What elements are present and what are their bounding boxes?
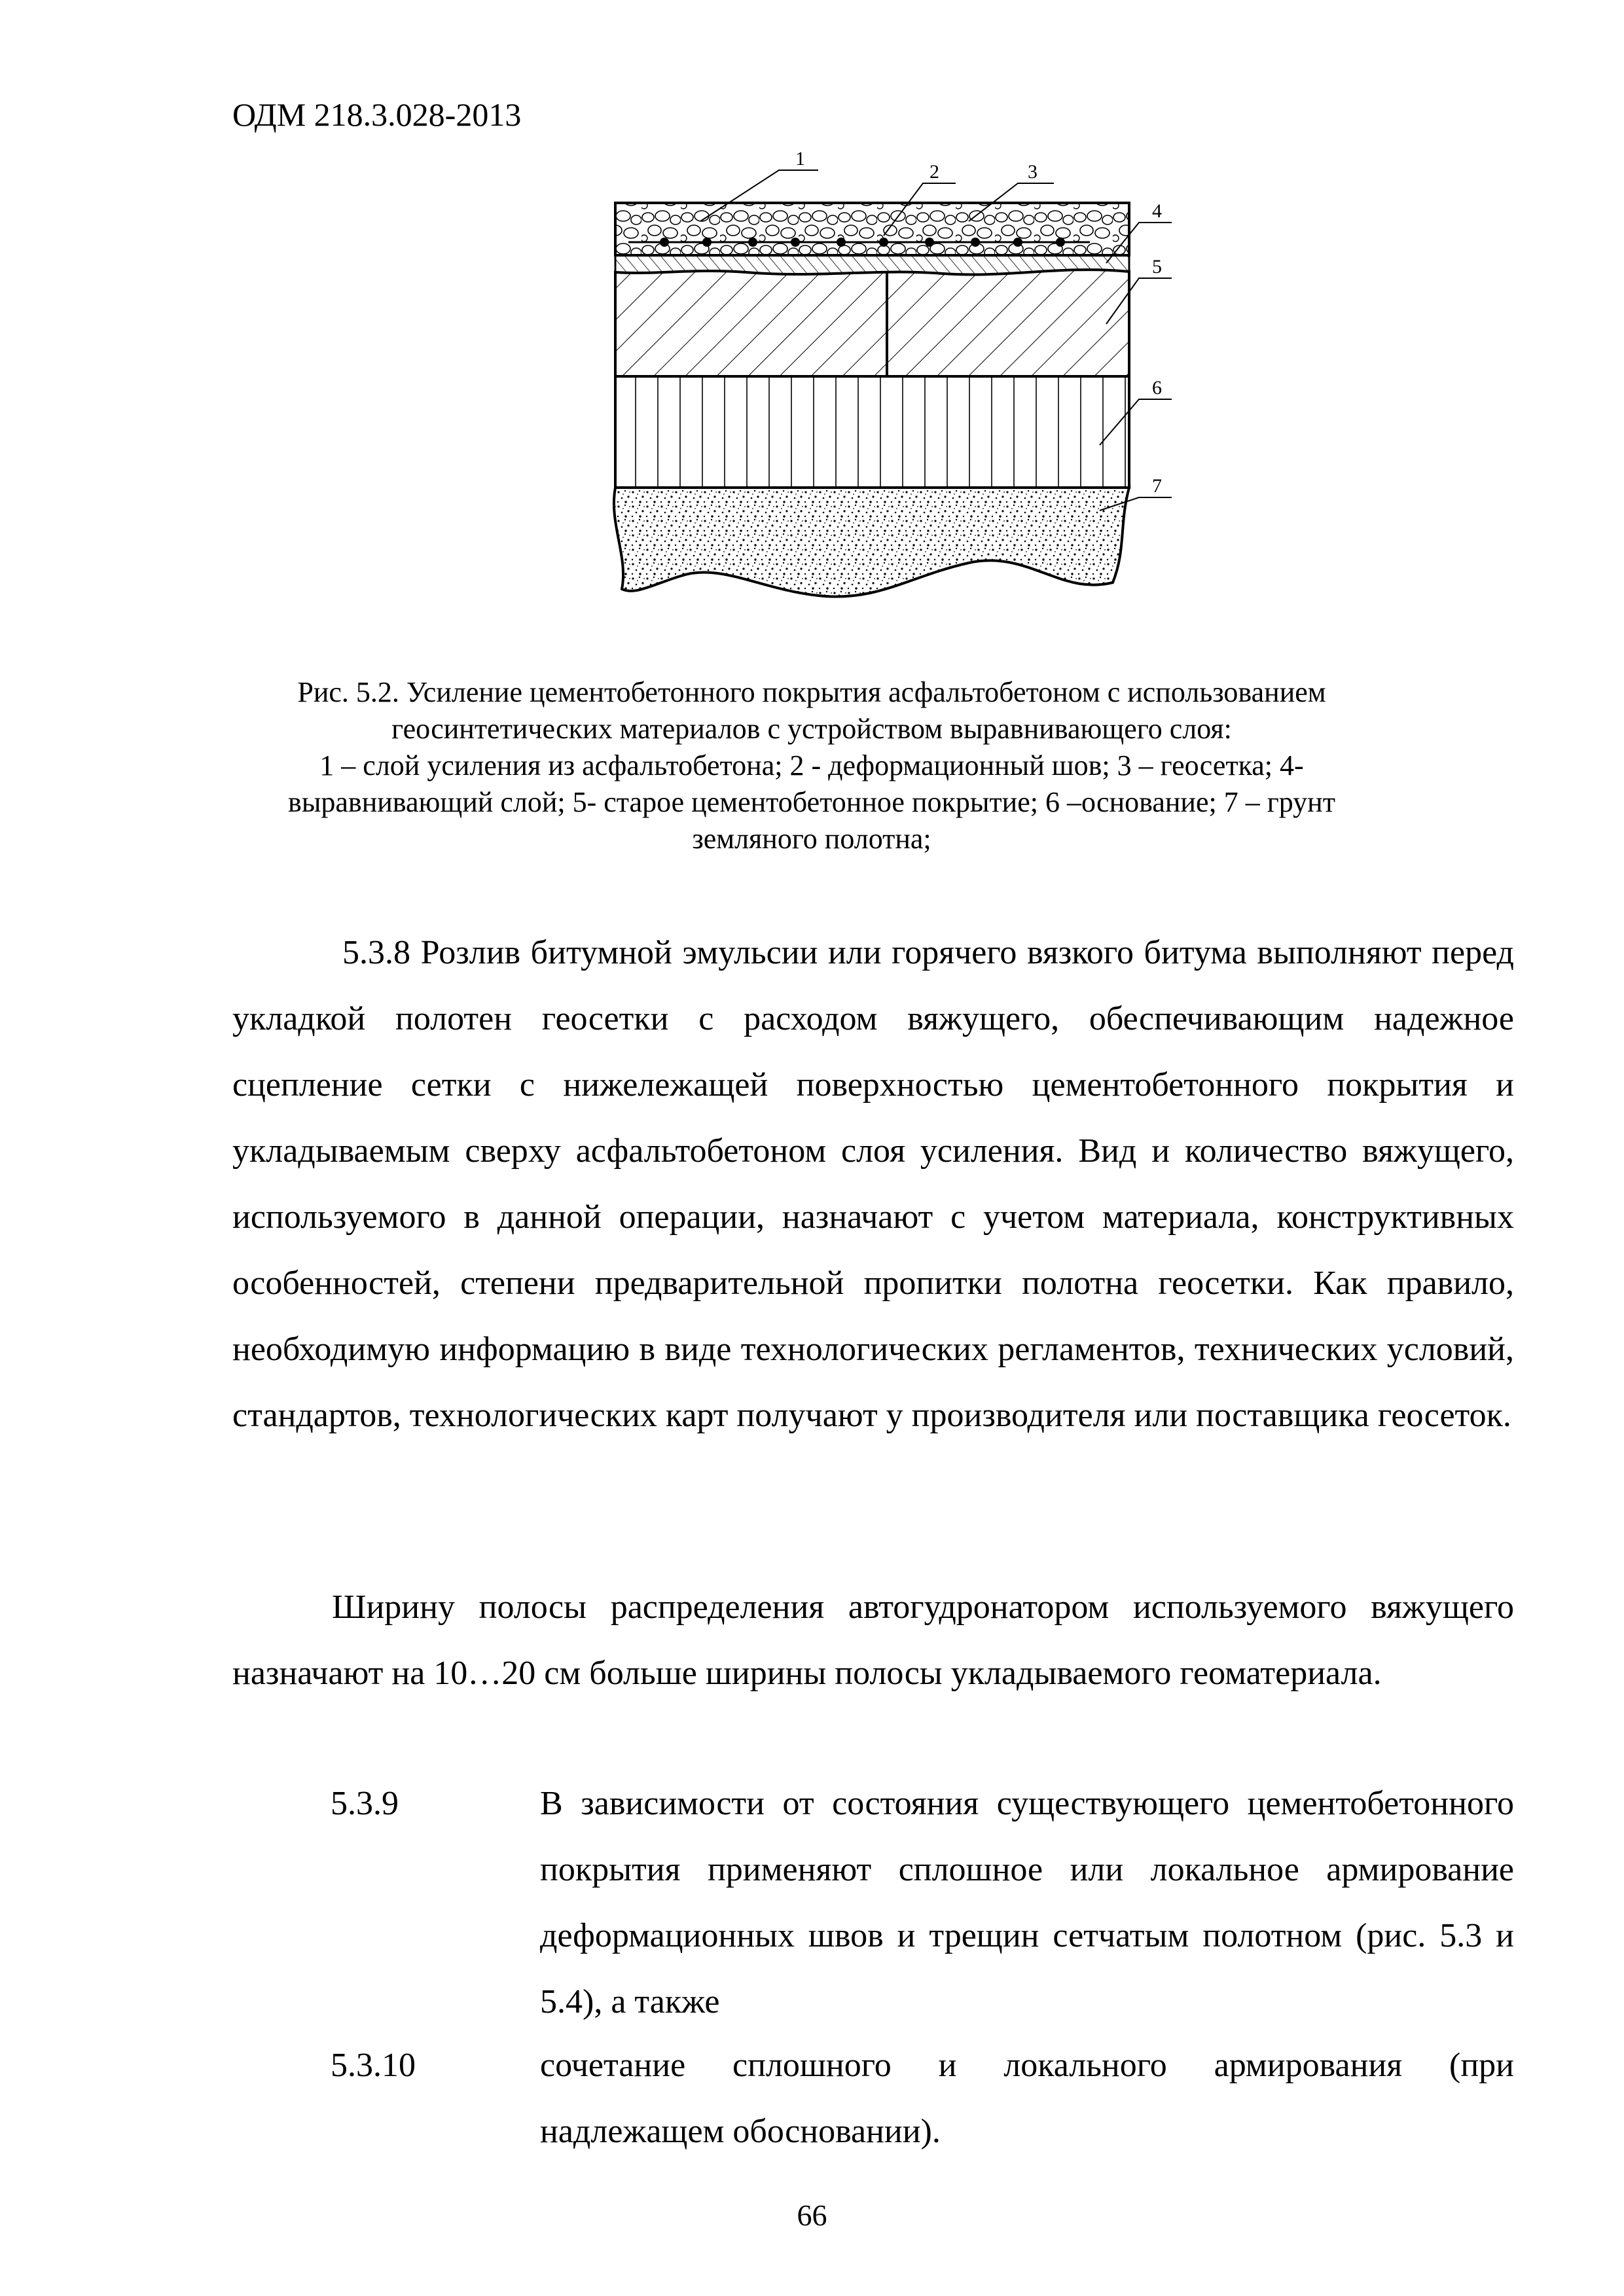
old-concrete-pavement-layer (615, 270, 1129, 376)
callout-1-label: 1 (795, 148, 805, 170)
callout-2-label: 2 (929, 161, 939, 183)
asphalt-overlay-layer (615, 203, 1129, 255)
paragraph-binder-width: Ширину полосы распределения автогудронатором используемого вяжущего назначают на 10…20 см больше ширины полосы укладываемого геоматериала. (232, 1588, 1514, 1692)
callout-6-label: 6 (1152, 377, 1162, 399)
item-text: сочетание сплошного и локального армирования (при надлежащем обосновании). (540, 2047, 1514, 2150)
document-code: ОДМ 218.3.028-2013 (232, 96, 522, 133)
callout-7-label: 7 (1152, 475, 1162, 497)
callout-4-label: 4 (1152, 200, 1162, 222)
base-layer (615, 376, 1129, 488)
binder-width-section (232, 1574, 1514, 1706)
figure-caption (216, 674, 1407, 857)
section-5-3-8 (232, 920, 1514, 1448)
item-number: 5.3.9 (331, 1785, 399, 1822)
paragraph-5-3-8: 5.3.8 Розлив битумной эмульсии или горячего вязкого битума выполняют перед укладкой полотен геосетки с расходом вяжущего, обеспечивающим надежное сцепление сетки с нижележащей поверхностью цементобетонного покрытия и укладываемым сверху асфальтобетоном слоя усиления. Вид и количество вяжущего, используемого в данной операции, назначают с учетом материала, конструктивных особенностей, степени предварительной пропитки полотна геосетки. Как правило, необходимую информацию в виде технологических регламентов, технических условий, стандартов, технологических карт получают у производителя или поставщика геосеток. (232, 934, 1514, 1434)
item-text: В зависимости от состояния существующего цементобетонного покрытия применяют сплошное или локальное армирование деформационных швов и трещин сетчатым полотном (рис. 5.3 и 5.4), а также (540, 1785, 1514, 2020)
callout-5-label: 5 (1152, 256, 1162, 278)
caption-line: выравнивающий слой; 5- старое цементобетонное покрытие; 6 –основание; 7 – грунт (288, 786, 1335, 818)
pavement-cross-section-svg (602, 144, 1204, 668)
page-number: 66 (797, 2198, 827, 2232)
caption-line: земляного полотна; (692, 823, 931, 855)
item-number: 5.3.10 (331, 2047, 416, 2084)
pavement-cross-section-figure (602, 144, 1204, 668)
caption-line: геосинтетических материалов с устройством выравнивающего слоя: (391, 713, 1232, 745)
callout-3-label: 3 (1028, 161, 1038, 183)
subgrade-soil-layer (614, 488, 1129, 597)
caption-line: Рис. 5.2. Усиление цементобетонного покрытия асфальтобетоном с использованием (297, 676, 1326, 708)
caption-line: 1 – слой усиления из асфальтобетона; 2 - деформационный шов; 3 – геосетка; 4- (319, 749, 1304, 781)
